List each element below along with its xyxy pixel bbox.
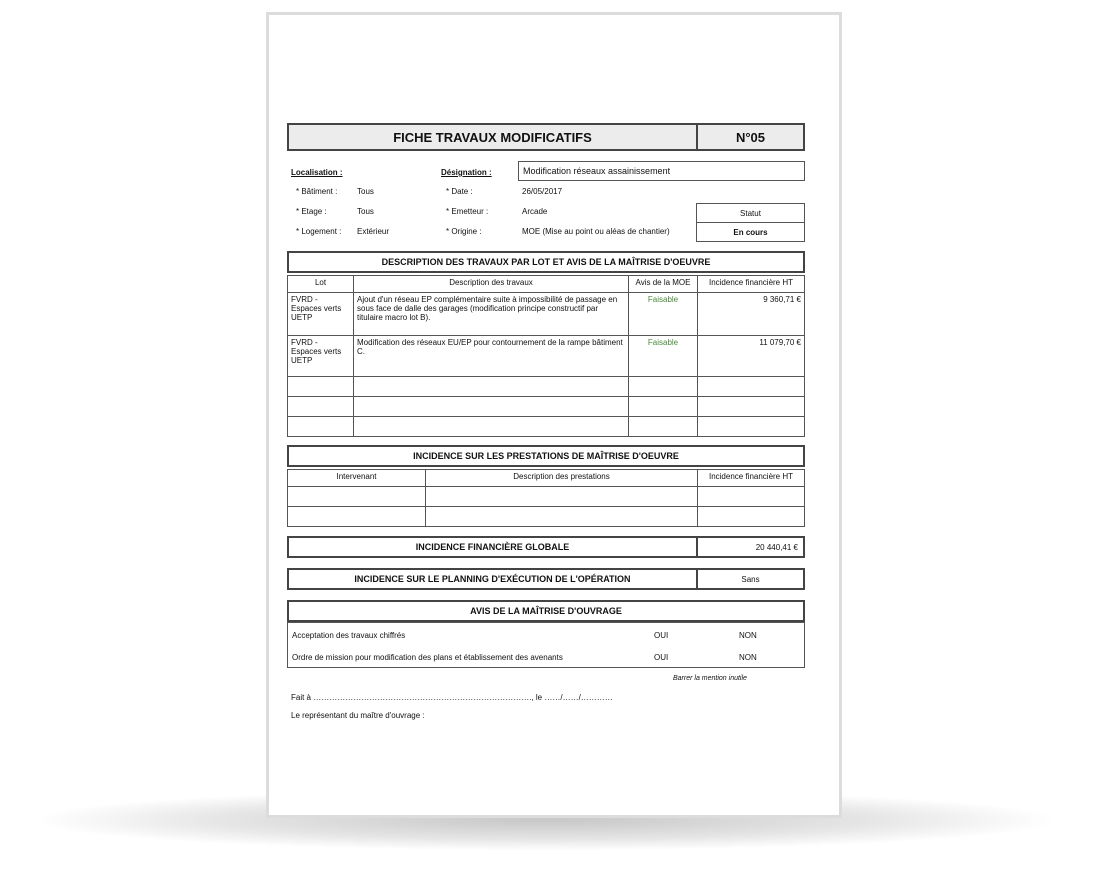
batiment-label: * Bâtiment : (296, 187, 338, 196)
statut-value: En cours (696, 222, 805, 242)
oui-option[interactable]: OUI (654, 631, 669, 640)
col-incidence-prestations: Incidence financière HT (697, 469, 805, 487)
table-row-1-incidence: 9 360,71 € (697, 292, 805, 336)
ouvrage-box (287, 622, 805, 668)
empty-cell (425, 486, 698, 507)
table-row-2-lot: FVRD - Espaces verts UETP (287, 335, 354, 377)
empty-cell (697, 396, 805, 417)
incidence-globale-label: INCIDENCE FINANCIÈRE GLOBALE (287, 536, 698, 558)
empty-cell (353, 416, 629, 437)
empty-cell (353, 376, 629, 397)
ouvrage-row-2-label: Ordre de mission pour modification des plans et établissement des avenants (292, 653, 563, 662)
emetteur-label: * Emetteur : (446, 207, 489, 216)
empty-cell (287, 486, 426, 507)
representant-label: Le représentant du maître d'ouvrage : (291, 711, 425, 720)
empty-cell (697, 416, 805, 437)
col-lot: Lot (287, 275, 354, 293)
etage-value: Tous (357, 207, 374, 216)
empty-cell (697, 486, 805, 507)
etage-label: * Etage : (296, 207, 327, 216)
oui-option[interactable]: OUI (654, 653, 669, 662)
mention-note: Barrer la mention inutile (673, 675, 747, 682)
origine-label: * Origine : (446, 227, 482, 236)
incidence-globale-value: 20 440,41 € (696, 536, 805, 558)
col-incidence: Incidence financière HT (697, 275, 805, 293)
batiment-value: Tous (357, 187, 374, 196)
ouvrage-row-1-label: Acceptation des travaux chiffrés (292, 631, 406, 640)
empty-cell (628, 376, 698, 397)
empty-cell (628, 396, 698, 417)
empty-cell (425, 506, 698, 527)
date-value: 26/05/2017 (522, 187, 563, 196)
table-row-1-avis: Faisable (628, 292, 698, 336)
col-description: Description des travaux (353, 275, 629, 293)
ouvrage-title: AVIS DE LA MAÎTRISE D'OUVRAGE (287, 600, 805, 622)
emetteur-value: Arcade (522, 207, 548, 216)
col-prestations: Description des prestations (425, 469, 698, 487)
designation-label: Désignation : (441, 168, 492, 177)
logement-label: * Logement : (296, 227, 342, 236)
travaux-title: DESCRIPTION DES TRAVAUX PAR LOT ET AVIS DE LA MAÎTRISE D'OEUVRE (287, 251, 805, 273)
form-number: N°05 (696, 123, 805, 151)
empty-cell (287, 396, 354, 417)
designation-value: Modification réseaux assainissement (518, 161, 805, 181)
document-sheet (266, 12, 842, 818)
planning-label: INCIDENCE SUR LE PLANNING D'EXÉCUTION DE L'OPÉRATION (287, 568, 698, 590)
table-row-1-lot: FVRD - Espaces verts UETP (287, 292, 354, 336)
non-option[interactable]: NON (739, 631, 757, 640)
date-label: * Date : (446, 187, 473, 196)
col-intervenant: Intervenant (287, 469, 426, 487)
table-row-2-avis: Faisable (628, 335, 698, 377)
empty-cell (628, 416, 698, 437)
empty-cell (287, 506, 426, 527)
table-row-2-description: Modification des réseaux EU/EP pour contournement de la rampe bâtiment C. (353, 335, 629, 377)
empty-cell (287, 376, 354, 397)
logement-value: Extérieur (357, 227, 390, 236)
prestations-title: INCIDENCE SUR LES PRESTATIONS DE MAÎTRISE D'OEUVRE (287, 445, 805, 467)
localisation-label: Localisation : (291, 168, 343, 177)
statut-label: Statut (696, 203, 805, 223)
col-avis: Avis de la MOE (628, 275, 698, 293)
empty-cell (353, 396, 629, 417)
origine-value: MOE (Mise au point ou aléas de chantier) (522, 227, 670, 236)
fait-a-line: Fait à ………………………………………………………………………., le ……/……/………… (291, 693, 613, 702)
table-row-2-incidence: 11 079,70 € (697, 335, 805, 377)
planning-value: Sans (696, 568, 805, 590)
empty-cell (697, 506, 805, 527)
empty-cell (287, 416, 354, 437)
form-title: FICHE TRAVAUX MODIFICATIFS (287, 123, 698, 151)
empty-cell (697, 376, 805, 397)
table-row-1-description: Ajout d'un réseau EP complémentaire suite à impossibilité de passage en sous face de dalle des garages (modification principe constructif par titulaire macro lot B). (353, 292, 629, 336)
non-option[interactable]: NON (739, 653, 757, 662)
